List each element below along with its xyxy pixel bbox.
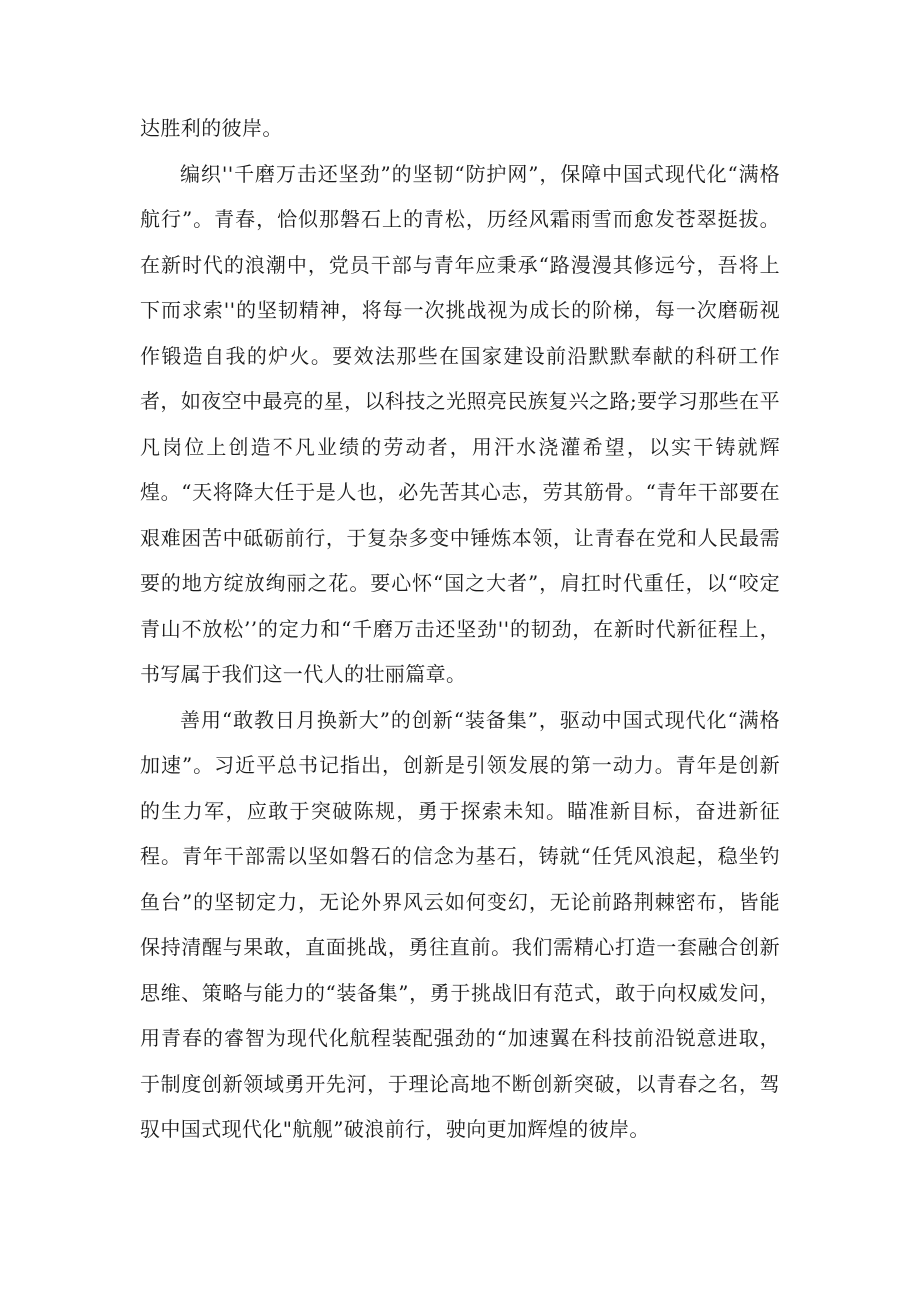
paragraph-2: 编织''千磨万击还坚劲”的坚韧“防护网”，保障中国式现代化“满格航行”。青春，恰似那磐石上的青松，历经风霜雨雪而愈发苍翠挺拔。在新时代的浪潮中，党员干部与青年应秉承“路漫漫其修远兮，吾将上下而求索''的坚韧精神，将每一次挑战视为成长的阶梯，每一次磨砺视作锻造自我的炉火。要效法那些在国家建设前沿默默奉献的科研工作者，如夜空中最亮的星，以科技之光照亮民族复兴之路;要学习那些在平凡岗位上创造不凡业绩的劳动者，用汗水浇灌希望，以实干铸就辉煌。“天将降大任于是人也，必先苦其心志，劳其筋骨。“青年干部要在艰难困苦中砥砺前行，于复杂多变中锤炼本领，让青春在党和人民最需要的地方绽放绚丽之花。要心怀“国之大者”，肩扛时代重任，以“咬定青山不放松’’的定力和“千磨万击还坚劲''的韧劲，在新时代新征程上，书写属于我们这一代人的壮丽篇章。 bbox=[140, 161, 780, 686]
paragraph-1: 达胜利的彼岸。 bbox=[140, 116, 283, 140]
document-body bbox=[140, 106, 780, 1153]
paragraph-3: 善用“敢教日月换新大”的创新“装备集”，驱动中国式现代化“满格加速”。习近平总书记指出，创新是引领发展的第一动力。青年是创新的生力军，应敢于突破陈规，勇于探索未知。瞄准新目标，奋进新征程。青年干部需以坚如磐石的信念为基石，铸就“任凭风浪起，稳坐钓鱼台”的坚韧定力，无论外界风云如何变幻，无论前路荆棘密布，皆能保持清醒与果敢，直面挑战，勇往直前。我们需精心打造一套融合创新思维、策略与能力的“装备集”，勇于挑战旧有范式，敢于向权威发问，用青春的睿智为现代化航程装配强劲的“加速翼在科技前沿锐意进取，于制度创新领域勇开先河，于理论高地不断创新突破，以青春之名，驾驭中国式现代化"航舰”破浪前行，驶向更加辉煌的彼岸。 bbox=[140, 707, 780, 1141]
